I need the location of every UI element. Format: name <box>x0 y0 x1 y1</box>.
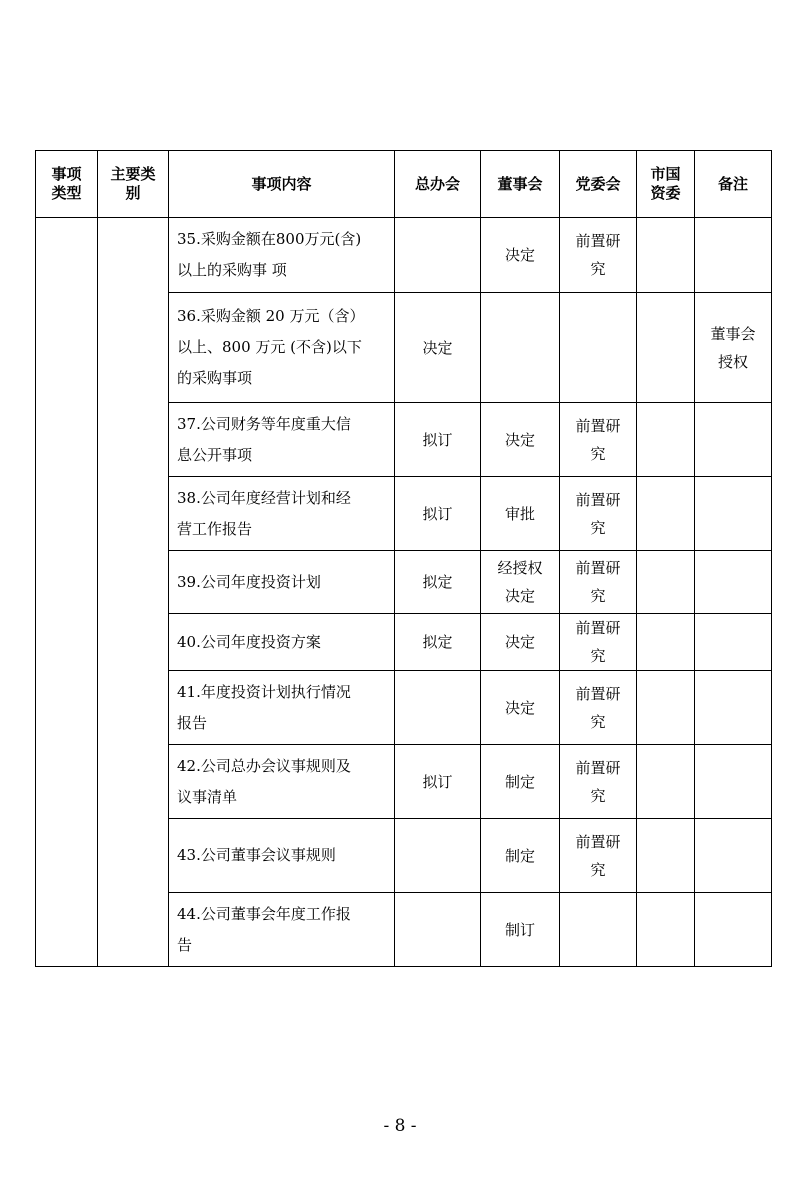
board-cell <box>481 745 560 819</box>
remark-cell <box>695 218 772 293</box>
header-party <box>560 151 637 218</box>
office-cell <box>395 614 481 671</box>
header-type <box>36 151 98 218</box>
header-office <box>395 151 481 218</box>
party-text: 前置研 究 <box>575 559 621 605</box>
sasac-cell <box>637 819 695 893</box>
remark-cell <box>695 293 772 403</box>
party-text: 前置研 究 <box>575 416 621 463</box>
sasac-cell <box>637 293 695 403</box>
content-text: 43.公司董事会议事规则 <box>177 846 336 864</box>
party-cell <box>560 293 637 403</box>
office-text: 拟订 <box>422 772 453 791</box>
board-text: 决定 <box>504 430 535 449</box>
header-category-text: 主要类 别 <box>110 165 156 202</box>
office-text: 决定 <box>422 338 453 357</box>
content-cell <box>169 477 395 551</box>
remark-cell <box>695 551 772 614</box>
remark-cell <box>695 403 772 477</box>
sasac-cell <box>637 614 695 671</box>
remark-cell <box>695 614 772 671</box>
office-cell <box>395 671 481 745</box>
content-cell <box>169 671 395 745</box>
party-cell <box>560 819 637 893</box>
party-cell <box>560 745 637 819</box>
party-text: 前置研 究 <box>575 832 621 879</box>
board-text: 制订 <box>504 920 535 939</box>
office-cell <box>395 819 481 893</box>
header-sasac <box>637 151 695 218</box>
board-text: 审批 <box>504 504 535 523</box>
table-body <box>36 218 772 967</box>
type-cell <box>36 218 98 967</box>
office-text: 拟定 <box>422 633 453 651</box>
header-row <box>36 151 772 218</box>
office-text: 拟订 <box>422 504 453 523</box>
party-cell <box>560 893 637 967</box>
sasac-cell <box>637 477 695 551</box>
header-board-text: 董事会 <box>497 174 543 193</box>
content-cell <box>169 293 395 403</box>
board-cell <box>481 218 560 293</box>
office-text: 拟定 <box>422 573 453 591</box>
header-category <box>98 151 169 218</box>
party-text: 前置研 究 <box>575 758 621 805</box>
content-cell <box>169 893 395 967</box>
board-text: 制定 <box>504 772 535 791</box>
remark-cell <box>695 893 772 967</box>
content-cell <box>169 614 395 671</box>
content-cell <box>169 218 395 293</box>
content-cell <box>169 819 395 893</box>
party-cell <box>560 614 637 671</box>
remark-text: 董事会 授权 <box>710 324 756 371</box>
header-office-text: 总办会 <box>414 174 460 193</box>
header-sasac-text: 市国 资委 <box>650 165 681 202</box>
party-text: 前置研 究 <box>575 232 621 278</box>
sasac-cell <box>637 403 695 477</box>
header-remark <box>695 151 772 218</box>
board-cell <box>481 293 560 403</box>
remark-cell <box>695 671 772 745</box>
board-cell <box>481 551 560 614</box>
content-cell <box>169 745 395 819</box>
decision-matrix-table <box>35 150 772 967</box>
table-row <box>36 218 772 293</box>
header-party-text: 党委会 <box>575 174 621 193</box>
sasac-cell <box>637 551 695 614</box>
board-cell <box>481 403 560 477</box>
content-text: 41.年度投资计划执行情况 报告 <box>177 682 351 732</box>
party-text: 前置研 究 <box>575 619 621 665</box>
category-cell <box>98 218 169 967</box>
board-text: 经授权 决定 <box>497 559 543 605</box>
office-cell <box>395 551 481 614</box>
office-text: 拟订 <box>422 430 453 449</box>
content-text: 37.公司财务等年度重大信 息公开事项 <box>177 414 351 464</box>
party-text: 前置研 究 <box>575 490 621 537</box>
party-cell <box>560 671 637 745</box>
header-type-text: 事项 类型 <box>51 165 82 202</box>
content-text: 42.公司总办会议事规则及 议事清单 <box>177 756 351 806</box>
board-cell <box>481 477 560 551</box>
content-cell <box>169 403 395 477</box>
remark-cell <box>695 477 772 551</box>
remark-cell <box>695 745 772 819</box>
content-text: 40.公司年度投资方案 <box>177 632 321 651</box>
sasac-cell <box>637 218 695 293</box>
board-cell <box>481 671 560 745</box>
content-text: 39.公司年度投资计划 <box>177 572 321 591</box>
content-cell <box>169 551 395 614</box>
party-cell <box>560 403 637 477</box>
page-number: - 8 - <box>383 1116 417 1136</box>
board-text: 决定 <box>504 633 535 651</box>
header-content-text: 事项内容 <box>251 174 312 193</box>
content-text: 44.公司董事会年度工作报 告 <box>177 904 351 954</box>
office-cell <box>395 477 481 551</box>
board-cell <box>481 614 560 671</box>
remark-cell <box>695 819 772 893</box>
party-cell <box>560 477 637 551</box>
board-cell <box>481 819 560 893</box>
board-text: 制定 <box>504 846 535 865</box>
office-cell <box>395 745 481 819</box>
party-cell <box>560 551 637 614</box>
board-cell <box>481 893 560 967</box>
party-text: 前置研 究 <box>575 684 621 731</box>
party-cell <box>560 218 637 293</box>
content-text: 35.采购金额在800万元(含) 以上的采购事 项 <box>177 230 362 279</box>
office-cell <box>395 893 481 967</box>
sasac-cell <box>637 893 695 967</box>
office-cell <box>395 293 481 403</box>
sasac-cell <box>637 745 695 819</box>
board-text: 决定 <box>504 698 535 717</box>
office-cell <box>395 218 481 293</box>
header-content <box>169 151 395 218</box>
header-board <box>481 151 560 218</box>
content-text: 36.采购金额 20 万元（含） 以上、800 万元 (不含)以下 的采购事项 <box>177 307 365 387</box>
board-text: 决定 <box>504 246 535 264</box>
office-cell <box>395 403 481 477</box>
content-text: 38.公司年度经营计划和经 营工作报告 <box>177 488 351 538</box>
header-remark-text: 备注 <box>717 174 748 193</box>
sasac-cell <box>637 671 695 745</box>
